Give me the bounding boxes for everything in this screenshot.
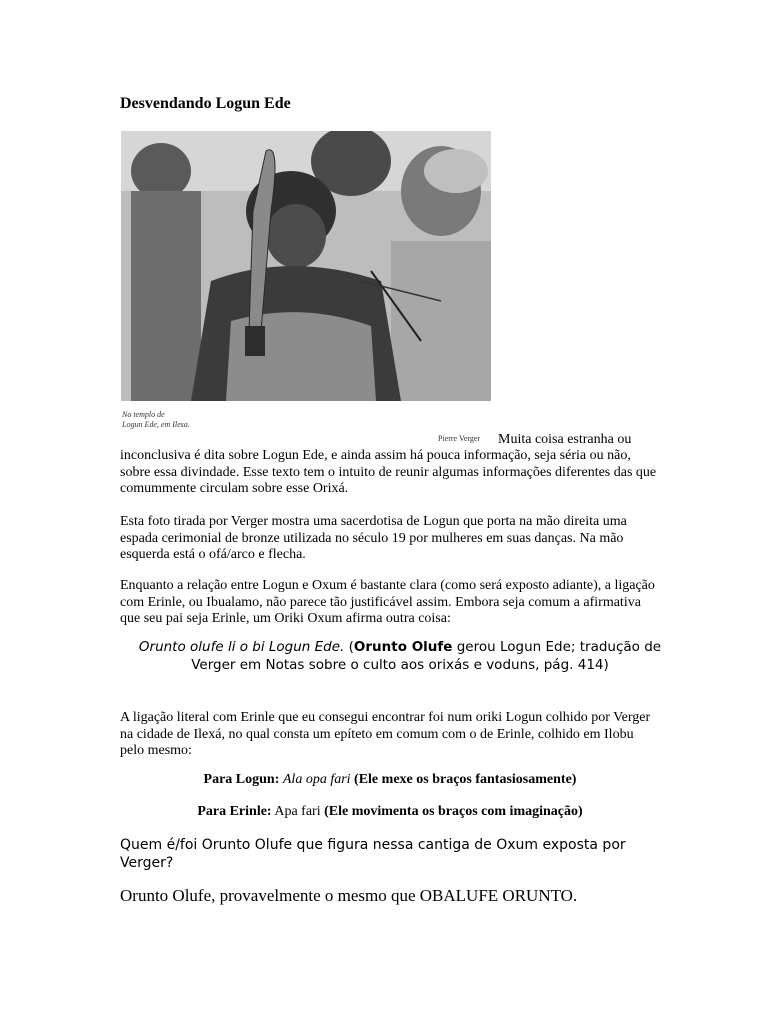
paragraph-intro-start: Muita coisa estranha ou — [498, 432, 632, 447]
epithet-erinle-translation: (Ele movimenta os braços com imaginação) — [324, 804, 583, 819]
epithet-erinle-text: Apa fari — [274, 804, 321, 819]
paragraph-intro: inconclusiva é dita sobre Logun Ede, e ainda assim há pouca informação, seja séria ou não, sobre essa divindade. Esse texto tem o intuito de reunir algumas informações diferentes das que comummente circulam sobre esse Orixá. — [120, 448, 657, 496]
photo-caption-location — [122, 410, 190, 430]
epithet-erinle-label: Para Erinle: — [197, 804, 272, 819]
epithet-logun-text: Ala opa fari — [282, 772, 351, 787]
epithet-logun — [120, 772, 660, 788]
epithet-logun-translation: (Ele mexe os braços fantasiosamente) — [354, 772, 577, 787]
question-text: Quem é/foi Orunto Olufe que figura nessa cantiga de Oxum exposta por Verger? — [120, 837, 626, 871]
quote-paren: ( — [344, 639, 354, 655]
answer-text: Orunto Olufe, provavelmente o mesmo que OBALUFE ORUNTO. — [120, 886, 578, 905]
epithet-erinle — [120, 804, 660, 820]
verger-photo — [121, 131, 491, 401]
quote-rest: gerou Logun Ede; tradução de Verger em Notas sobre o culto aos orixás e voduns, pág. 414) — [191, 639, 662, 673]
photo-credit: Pierre Verger — [438, 434, 481, 443]
document-title: Desvendando Logun Ede — [120, 95, 291, 112]
paragraph-photo-description: Esta foto tirada por Verger mostra uma sacerdotisa de Logun que porta na mão direita uma espada cerimonial de bronze utilizada no século 19 por mulheres em suas danças. Na mão esquerda está o ofá/arco e flecha. — [120, 514, 627, 562]
paragraph-literal-link: A ligação literal com Erinle que eu consegui encontrar foi num oriki Logun colhido por Verger na cidade de Ilexá, no qual consta um epíteto em comum com o de Erinle, colhido em Ilobu pelo mesmo: — [120, 710, 651, 758]
epithet-logun-label: Para Logun: — [203, 772, 280, 787]
quote-bold-name: Orunto Olufe — [353, 639, 453, 655]
quote-italic: Orunto olufe li o bi Logun Ede. — [138, 639, 345, 655]
photo-image — [121, 131, 491, 401]
caption-line-2: Logun Ede, em Ilesa. — [122, 420, 190, 429]
paragraph-relation: Enquanto a relação entre Logun e Oxum é bastante clara (como será exposto adiante), a ligação com Erinle, ou Ibualamo, não parece tão justificável assim. Embora seja comum a afirmativa que seu pai seja Erinle, um Oriki Oxum afirma outra coisa: — [120, 578, 655, 626]
oriki-quote — [120, 638, 680, 674]
caption-line-1: No templo de — [122, 410, 165, 419]
